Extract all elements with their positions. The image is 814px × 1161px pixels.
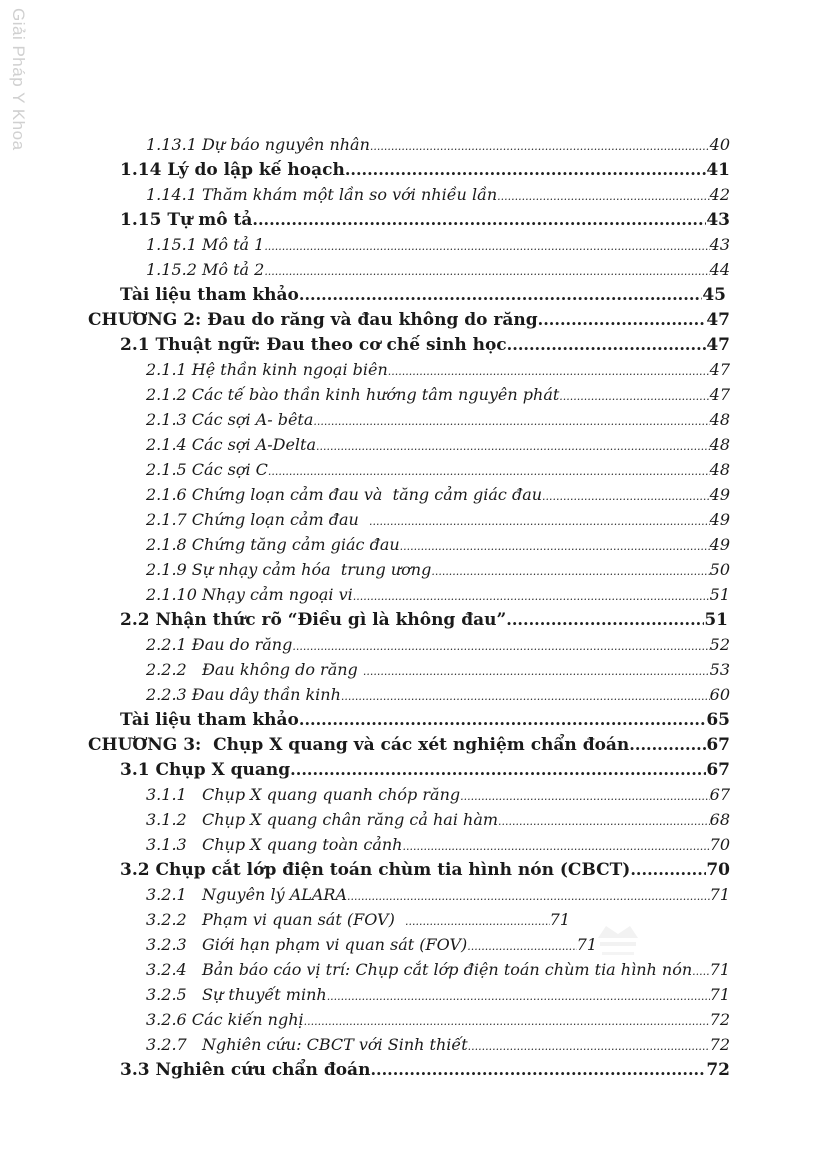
toc-leader-dots xyxy=(369,509,710,534)
toc-leader-dots xyxy=(692,959,709,984)
toc-leader-dots xyxy=(498,809,710,834)
toc-subsection[interactable] xyxy=(146,782,730,807)
toc-page-number: 44 xyxy=(709,260,730,279)
toc-page-number: 48 xyxy=(709,410,730,429)
toc-page-number: 49 xyxy=(709,510,730,529)
toc-leader-dots xyxy=(507,332,707,357)
toc-page-number: 49 xyxy=(709,485,730,504)
toc-page-number: 47 xyxy=(706,310,730,330)
toc-chapter[interactable] xyxy=(88,732,730,757)
toc-subsection[interactable] xyxy=(146,132,730,157)
toc-subsection[interactable] xyxy=(146,957,730,982)
toc-page-number: 47 xyxy=(709,360,730,379)
toc-title: 1.15.1 Mô tả 1 xyxy=(146,235,265,254)
toc-page-number: 71 xyxy=(576,935,597,954)
toc-title: 2.2.2 Đau không do răng xyxy=(146,660,363,679)
toc-subsection[interactable] xyxy=(146,1032,730,1057)
toc-leader-dots xyxy=(290,757,706,782)
toc-leader-dots xyxy=(542,484,710,509)
toc-title: 2.2 Nhận thức rõ “Điều gì là không đau” xyxy=(120,610,507,630)
toc-subsection[interactable] xyxy=(146,807,730,832)
toc-subsection[interactable] xyxy=(146,457,730,482)
toc-leader-dots xyxy=(347,884,710,909)
toc-subsection[interactable] xyxy=(146,657,730,682)
toc-title: Sự thuyết minh xyxy=(202,985,327,1004)
toc-leader-dots xyxy=(468,1034,710,1059)
toc-subsection[interactable] xyxy=(146,1007,730,1032)
toc-page-number: 72 xyxy=(709,1035,730,1054)
toc-leader-dots xyxy=(388,359,710,384)
toc-subsection[interactable] xyxy=(146,882,730,907)
toc-title: 2.1.3 Các sợi A- bêta xyxy=(146,410,314,429)
toc-page-number: 67 xyxy=(706,735,730,755)
toc-section[interactable] xyxy=(120,332,730,357)
toc-number: 3.2.1 xyxy=(146,885,187,904)
toc-subsection[interactable] xyxy=(146,532,730,557)
toc-page-number: 71 xyxy=(709,985,730,1004)
toc-page-number: 47 xyxy=(709,385,730,404)
toc-leader-dots xyxy=(363,659,710,684)
toc-subsection[interactable] xyxy=(146,682,730,707)
toc-title: 1.14.1 Thăm khám một lần so với nhiều lần xyxy=(146,185,498,204)
toc-page-number: 47 xyxy=(706,335,730,355)
toc-title: Chụp X quang toàn cảnh xyxy=(202,835,403,854)
toc-page-number: 52 xyxy=(709,635,730,654)
toc-leader-dots xyxy=(292,634,709,659)
toc-page-number: 40 xyxy=(709,135,730,154)
toc-subsection[interactable] xyxy=(146,557,730,582)
toc-leader-dots xyxy=(370,1057,706,1082)
toc-leader-dots xyxy=(630,857,706,882)
toc-title: 2.2.1 Đau do răng xyxy=(146,635,293,654)
toc-title: 2.1.4 Các sợi A-Delta xyxy=(146,435,317,454)
toc-page-number: 50 xyxy=(709,560,730,579)
toc-title: 2.1 Thuật ngữ: Đau theo cơ chế sinh học xyxy=(120,335,507,355)
toc-leader-dots xyxy=(316,434,710,459)
toc-title: 2.1.1 Hệ thần kinh ngoại biên xyxy=(146,360,388,379)
toc-leader-dots xyxy=(268,459,710,484)
toc-title: Nguyên lý ALARA xyxy=(202,885,348,904)
toc-title: Tài liệu tham khảo xyxy=(120,285,299,305)
toc-page-number: 71 xyxy=(549,910,570,929)
toc-page-number: 48 xyxy=(709,435,730,454)
toc-section[interactable] xyxy=(120,707,730,732)
toc-title: Bản báo cáo vị trí: Chụp cắt lớp điện toán chùm tia hình nón xyxy=(202,960,693,979)
toc-leader-dots xyxy=(299,282,702,307)
toc-page-number: 72 xyxy=(706,1060,730,1080)
toc-subsection[interactable] xyxy=(146,232,730,257)
toc-leader-dots xyxy=(467,934,576,959)
toc-page-number: 68 xyxy=(709,810,730,829)
toc-number: 3.2.5 xyxy=(146,985,187,1004)
toc-title: 3.2 Chụp cắt lớp điện toán chùm tia hình nón (CBCT) xyxy=(120,860,631,880)
toc-page-number: 51 xyxy=(709,585,730,604)
toc-leader-dots xyxy=(370,134,710,159)
toc-title: 3.3 Nghiên cứu chẩn đoán xyxy=(120,1060,371,1080)
toc-leader-dots xyxy=(264,234,709,259)
toc-subsection[interactable] xyxy=(146,507,730,532)
toc-section[interactable] xyxy=(120,157,730,182)
toc-leader-dots xyxy=(327,984,710,1009)
toc-leader-dots xyxy=(299,707,706,732)
toc-subsection[interactable] xyxy=(146,407,730,432)
toc-number: 3.1.2 xyxy=(146,810,187,829)
toc-title: 2.1.5 Các sợi C xyxy=(146,460,268,479)
toc-leader-dots xyxy=(341,684,710,709)
toc-title: Phạm vi quan sát (FOV) xyxy=(202,910,405,929)
toc-number: 3.1.1 xyxy=(146,785,187,804)
toc-title: 1.13.1 Dự báo nguyên nhân xyxy=(146,135,370,154)
toc-title: CHƯƠNG 3: Chụp X quang và các xét nghiệm chẩn đoán xyxy=(88,735,630,755)
toc-title: 3.2.6 Các kiến nghị xyxy=(146,1010,304,1029)
toc-page-number: 60 xyxy=(709,685,730,704)
toc-leader-dots xyxy=(353,584,710,609)
toc-leader-dots xyxy=(252,207,706,232)
toc-number: 3.2.3 xyxy=(146,935,187,954)
toc-leader-dots xyxy=(506,607,704,632)
toc-leader-dots xyxy=(405,909,550,934)
toc-page-number: 71 xyxy=(709,960,730,979)
toc-leader-dots xyxy=(559,384,709,409)
toc-leader-dots xyxy=(431,559,709,584)
toc-chapter[interactable] xyxy=(88,307,730,332)
toc-subsection[interactable] xyxy=(146,907,570,932)
toc-number: 3.2.2 xyxy=(146,910,187,929)
toc-page-number: 43 xyxy=(706,210,730,230)
toc-page-number: 67 xyxy=(706,760,730,780)
toc-title: Giới hạn phạm vi quan sát (FOV) xyxy=(202,935,468,954)
toc-number: 3.2.7 xyxy=(146,1035,187,1054)
toc-section[interactable] xyxy=(120,757,730,782)
toc-title: Nghiên cứu: CBCT với Sinh thiết xyxy=(202,1035,468,1054)
toc-subsection[interactable] xyxy=(146,932,597,957)
toc-section[interactable] xyxy=(120,857,730,882)
toc-page-number: 53 xyxy=(709,660,730,679)
toc-section[interactable] xyxy=(120,282,726,307)
toc-page-number: 71 xyxy=(709,885,730,904)
toc-subsection[interactable] xyxy=(146,632,730,657)
toc-number: 3.2.4 xyxy=(146,960,187,979)
toc-title: 2.2.3 Đau dây thần kinh xyxy=(146,685,341,704)
toc-title: 3.1 Chụp X quang xyxy=(120,760,291,780)
toc-subsection[interactable] xyxy=(146,482,730,507)
toc-section[interactable] xyxy=(120,607,728,632)
toc-page-number: 43 xyxy=(709,235,730,254)
toc-leader-dots xyxy=(629,732,706,757)
toc-subsection[interactable] xyxy=(146,382,730,407)
toc-title: 2.1.8 Chứng tăng cảm giác đau xyxy=(146,535,400,554)
toc-leader-dots xyxy=(400,534,710,559)
toc-leader-dots xyxy=(264,259,709,284)
toc-title: CHƯƠNG 2: Đau do răng và đau không do răng xyxy=(88,310,538,330)
toc-title: 1.15.2 Mô tả 2 xyxy=(146,260,265,279)
toc-number: 3.1.3 xyxy=(146,835,187,854)
toc-leader-dots xyxy=(402,834,709,859)
toc-page-number: 41 xyxy=(706,160,730,180)
toc-subsection[interactable] xyxy=(146,582,730,607)
toc-page-number: 65 xyxy=(706,710,730,730)
toc-page-number: 72 xyxy=(709,1010,730,1029)
toc-page-number: 51 xyxy=(704,610,728,630)
toc-title: 2.1.10 Nhạy cảm ngoại vi xyxy=(146,585,353,604)
toc-subsection[interactable] xyxy=(146,357,730,382)
toc-title: Chụp X quang chân răng cả hai hàm xyxy=(202,810,499,829)
toc-leader-dots xyxy=(497,184,709,209)
toc-subsection[interactable] xyxy=(146,982,730,1007)
toc-title: 1.14 Lý do lập kế hoạch xyxy=(120,160,345,180)
toc-page-number: 48 xyxy=(709,460,730,479)
toc-page-number: 45 xyxy=(702,285,726,305)
toc-page-number: 49 xyxy=(709,535,730,554)
toc-leader-dots xyxy=(460,784,710,809)
toc-title: 1.15 Tự mô tả xyxy=(120,210,253,230)
toc-title: 2.1.6 Chứng loạn cảm đau và tăng cảm giác đau xyxy=(146,485,543,504)
toc-title: Tài liệu tham khảo xyxy=(120,710,299,730)
toc-subsection[interactable] xyxy=(146,182,730,207)
toc-page-number: 42 xyxy=(709,185,730,204)
toc-leader-dots xyxy=(313,409,709,434)
toc-leader-dots xyxy=(345,157,707,182)
toc-section[interactable] xyxy=(120,207,730,232)
toc-title: 2.1.7 Chứng loạn cảm đau xyxy=(146,510,369,529)
toc-subsection[interactable] xyxy=(146,432,730,457)
toc-leader-dots xyxy=(304,1009,710,1034)
toc-subsection[interactable] xyxy=(146,832,730,857)
toc-section[interactable] xyxy=(120,1057,730,1082)
toc-title: 2.1.2 Các tế bào thần kinh hướng tâm nguyên phát xyxy=(146,385,560,404)
toc-page-number: 67 xyxy=(709,785,730,804)
toc-page-number: 70 xyxy=(709,835,730,854)
toc-page-number: 70 xyxy=(706,860,730,880)
toc-leader-dots xyxy=(538,307,707,332)
toc-title: Chụp X quang quanh chóp răng xyxy=(202,785,461,804)
toc-subsection[interactable] xyxy=(146,257,730,282)
watermark-text: Giải Pháp Y Khoa xyxy=(9,8,28,151)
toc-title: 2.1.9 Sự nhạy cảm hóa trung ương xyxy=(146,560,432,579)
